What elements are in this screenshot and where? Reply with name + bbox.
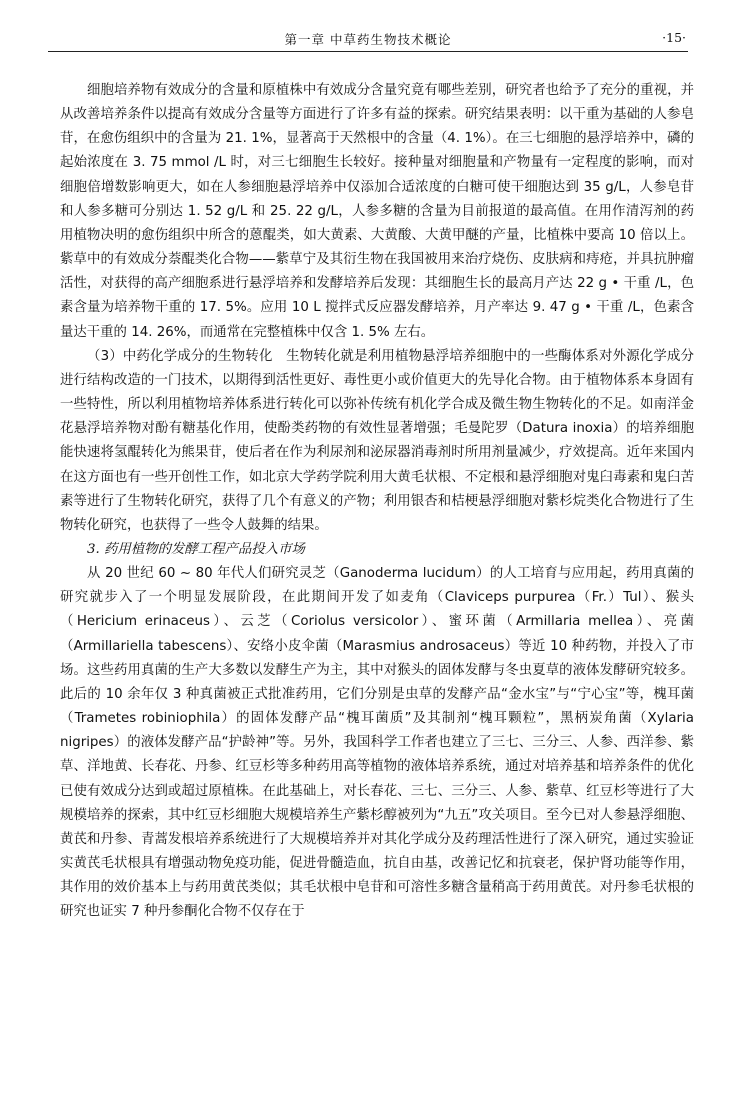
body-text bbox=[60, 79, 694, 924]
paragraph-cell-culture-content: 细胞培养物有效成分的含量和原植株中有效成分含量究竟有哪些差别，研究者也给予了充分的重视，并从改善培养条件以提高有效成分含量等方面进行了许多有益的探索。研究结果表明：以干重为基础的人参皂苷，在愈伤组织中的含量为 21. 1%，显著高于天然根中的含量（4. 1%）。在三七细胞的悬浮培养中，磷的起始浓度在 3. 75 mmol /L 时，对三七细胞生长较好。接种量对细胞量和产物量有一定程度的影响，而对细胞倍增数影响更大，如在人参细胞悬浮培养中仅添加合适浓度的白糖可使干细胞达到 35 g/L，人参皂苷和人参多糖可分别达 1. 52 g/L 和 25. 22 g/L，人参多糖的含量为目前报道的最高值。在用作清泻剂的药用植物决明的愈伤组织中所含的蒽醌类，如大黄素、大黄酸、大黄甲醚的产量，比植株中要高 10 倍以上。紫草中的有效成分萘醌类化合物——紫草宁及其衍生物在我国被用来治疗烧伤、皮肤病和痔疮，并具抗肿瘤活性，对获得的高产细胞系进行悬浮培养和发酵培养后发现：其细胞生长的最高月产达 22 g • 干重 /L，色素含量为培养物干重的 17. 5%。应用 10 L 搅拌式反应器发酵培养，月产率达 9. 47 g • 干重 /L，色素含量达干重的 14. 26%，而通常在完整植株中仅含 1. 5% 左右。 bbox=[60, 83, 694, 340]
section-heading: 3. 药用植物的发酵工程产品投入市场 bbox=[87, 541, 305, 557]
chapter-title: 第一章 中草药生物技术概论 bbox=[284, 32, 452, 47]
header-rule bbox=[48, 51, 688, 52]
paragraph-fermentation-products: 从 20 世纪 60 ~ 80 年代人们研究灵芝（Ganoderma lucidum）的人工培育与应用起，药用真菌的研究就步入了一个明显发展阶段，在此期间开发了如麦角（Claviceps purpurea（Fr.）Tul）、猴头（Hericium erinaceus）、云芝（Coriolus versicolor）、蜜环菌（Armillaria mellea）、亮菌（Armillariella tabescens）、安络小皮伞菌（Marasmius androsaceus）等近 10 种药物，并投入了市场。这些药用真菌的生产大多数以发酵生产为主，其中对猴头的固体发酵与冬虫夏草的液体发酵研究较多。此后的 10 余年仅 3 种真菌被正式批准药用，它们分别是虫草的发酵产品“金水宝”与“宁心宝”等，槐耳菌（Trametes robiniophila）的固体发酵产品“槐耳菌质”及其制剂“槐耳颗粒”，黑柄炭角菌（Xylaria nigripes）的液体发酵产品“护龄神”等。另外，我国科学工作者也建立了三七、三分三、人参、西洋参、紫草、洋地黄、长春花、丹参、红豆杉等多种药用高等植物的液体培养系统，通过对培养基和培养条件的优化已使有效成分达到或超过原植株。在此基础上，对长春花、三七、三分三、人参、紫草、红豆杉等进行了大规模培养的探索，其中红豆杉细胞大规模培养生产紫杉醇被列为“九五”攻关项目。至今已对人参悬浮细胞、黄芪和丹参、青蒿发根培养系统进行了大规模培养并对其化学成分及药理活性进行了深入研究，通过实验证实黄芪毛状根具有增强动物免疫功能，促进骨髓造血，抗自由基，改善记忆和抗衰老，保护肾功能等作用，其作用的效价基本上与药用黄芪类似；其毛状根中皂苷和可溶性多糖含量稍高于药用黄芪。对丹参毛状根的研究也证实 7 种丹参酮化合物不仅存在于 bbox=[60, 566, 694, 920]
paragraph-biotransformation: （3）中药化学成分的生物转化 生物转化就是利用植物悬浮培养细胞中的一些酶体系对外源化学成分进行结构改造的一门技术，以期得到活性更好、毒性更小或价值更大的先导化合物。由于植物体系本身固有一些特性，所以利用植物培养体系进行转化可以弥补传统有机化学合成及微生物生物转化的不足。如南洋金花悬浮培养物对酚有糖基化作用，使酚类药物的有效性显著增强；毛曼陀罗（Datura inoxia）的培养细胞能快速将氢醌转化为熊果苷，使后者在作为利尿剂和泌尿器消毒剂时所用剂量减少，疗效提高。近年来国内在这方面也有一些开创性工作，如北京大学药学院利用大黄毛状根、不定根和悬浮细胞对鬼臼毒素和鬼臼苦素等进行了生物转化研究，获得了几个有意义的产物；利用银杏和桔梗悬浮细胞对紫杉烷类化合物进行了生物转化研究，也获得了一些令人鼓舞的结果。 bbox=[60, 348, 694, 533]
page-number: ·15· bbox=[662, 30, 686, 45]
running-header bbox=[48, 30, 688, 52]
